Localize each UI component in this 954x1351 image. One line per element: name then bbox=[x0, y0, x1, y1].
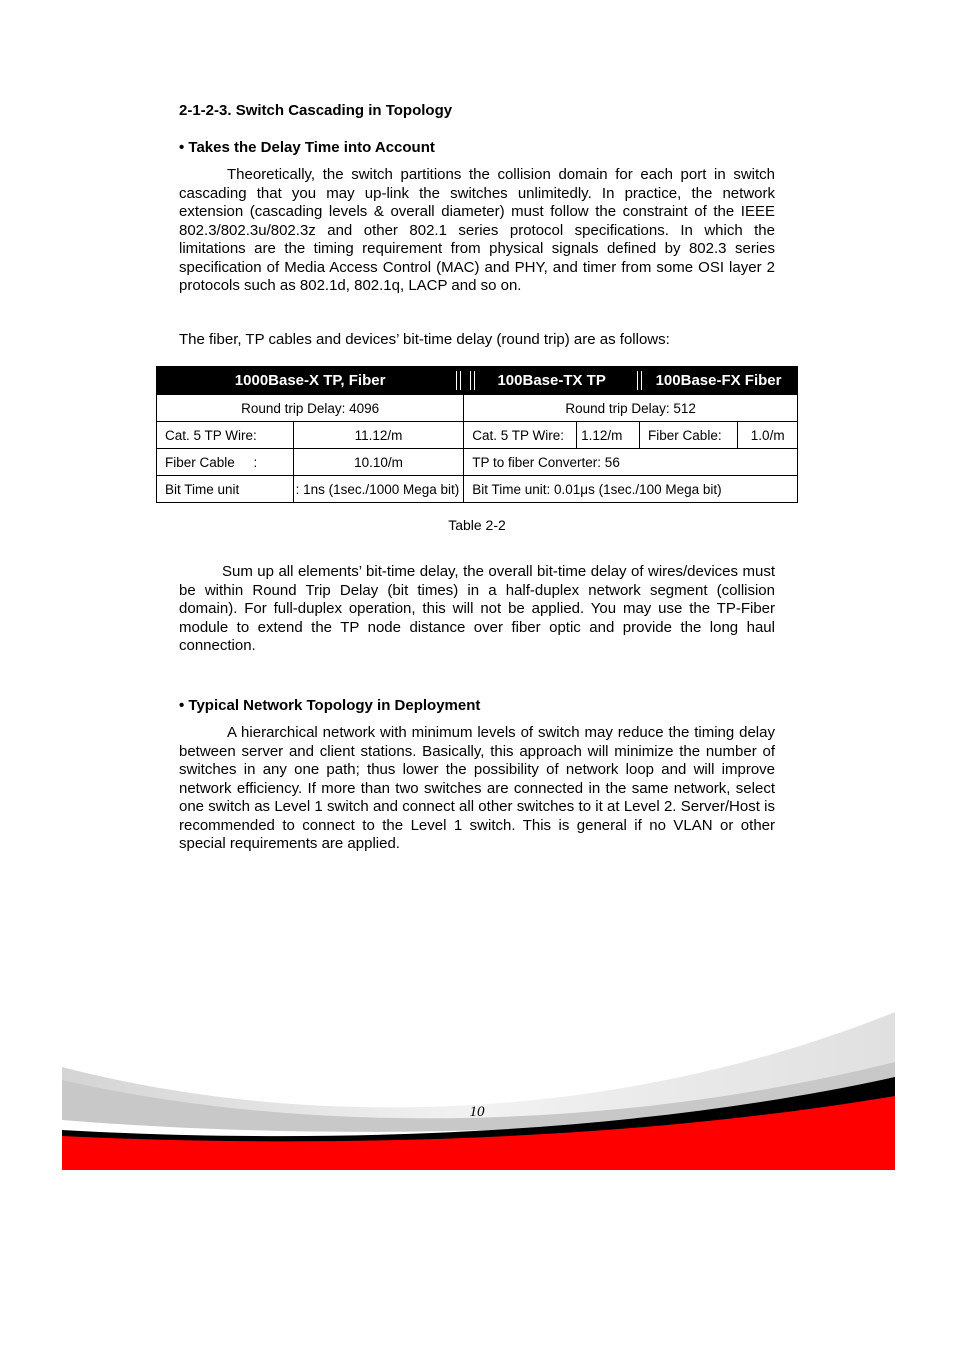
header-100base-fx: 100Base-FX Fiber bbox=[640, 367, 798, 395]
sum-paragraph-text: Sum up all elements’ bit-time delay, the overall bit-time delay of wires/devices must be within Round Trip Delay (bit times) in a half-duplex network segment (collision domain). For full-duplex operation, this will not be applied. You may use the TP-Fiber module to extend the TP node distance over fiber optic and provide the long haul connection. bbox=[179, 563, 775, 654]
converter-delay: TP to fiber Converter: 56 bbox=[464, 449, 798, 476]
header-100base-tx: 100Base-TX TP bbox=[464, 367, 640, 395]
fiber-label-fx: Fiber Cable: bbox=[640, 422, 738, 449]
footer-wave-graphic bbox=[62, 1012, 895, 1170]
delay-paragraph-text: Theoretically, the switch partitions the collision domain for each port in switch cascading that you may up-link the switches unlimitedly. In practice, the network extension (cascading levels & overall diameter) must follow the constraint of the IEEE 802.3/802.3u/802.3z and other 802.1 series protocol specifications. In which the limitations are the timing requirement from physical signals defined by 802.3 series specification of Media Access Control (MAC) and PHY, and timer from some OSI layer 2 protocols such as 802.1d, 802.1q, LACP and so on. bbox=[179, 166, 775, 294]
header-1000base-x: 1000Base-X TP, Fiber bbox=[157, 367, 464, 395]
cat5-label-1000: Cat. 5 TP Wire: bbox=[157, 422, 294, 449]
bit-time-delay-table bbox=[156, 366, 798, 503]
cat5-value-tx: 1.12/m bbox=[577, 422, 640, 449]
table-row bbox=[157, 449, 798, 476]
bittime-value-100: Bit Time unit: 0.01μs (1sec./100 Mega bit) bbox=[464, 476, 798, 503]
bittime-label-1000: Bit Time unit bbox=[157, 476, 294, 503]
fiber-value-1000: 10.10/m bbox=[293, 449, 464, 476]
table-row bbox=[157, 395, 798, 422]
round-trip-100: Round trip Delay: 512 bbox=[464, 395, 798, 422]
table-caption: Table 2-2 bbox=[448, 517, 506, 533]
round-trip-1000: Round trip Delay: 4096 bbox=[157, 395, 464, 422]
table-header-row bbox=[157, 367, 798, 395]
table-row bbox=[157, 476, 798, 503]
bittime-value-1000: : 1ns (1sec./1000 Mega bit) bbox=[293, 476, 464, 503]
table-intro: The fiber, TP cables and devices’ bit-time delay (round trip) are as follows: bbox=[179, 331, 670, 348]
cat5-label-tx: Cat. 5 TP Wire: bbox=[464, 422, 577, 449]
fiber-value-fx: 1.0/m bbox=[738, 422, 798, 449]
fiber-label-1000: Fiber Cable : bbox=[157, 449, 294, 476]
section-title: 2-1-2-3. Switch Cascading in Topology bbox=[179, 102, 453, 119]
table-row bbox=[157, 422, 798, 449]
topology-paragraph-text: A hierarchical network with minimum levels of switch may reduce the timing delay between server and client stations. Basically, this approach will minimize the number of switches in any one path; thus lower the possibility of network loop and will improve network efficiency. If more than two switches are connected in the same network, select one switch as Level 1 switch and connect all other switches to it at Level 2. Server/Host is recommended to connect to the Level 1 switch. This is general if no VLAN or other special requirements are applied. bbox=[179, 724, 775, 852]
delay-heading: • Takes the Delay Time into Account bbox=[179, 139, 435, 156]
cat5-value-1000: 11.12/m bbox=[293, 422, 464, 449]
delay-paragraph bbox=[179, 166, 775, 296]
topology-heading: • Typical Network Topology in Deployment bbox=[179, 697, 481, 714]
topology-paragraph bbox=[179, 724, 775, 854]
sum-paragraph bbox=[179, 563, 775, 656]
page-number: 10 bbox=[469, 1104, 485, 1120]
